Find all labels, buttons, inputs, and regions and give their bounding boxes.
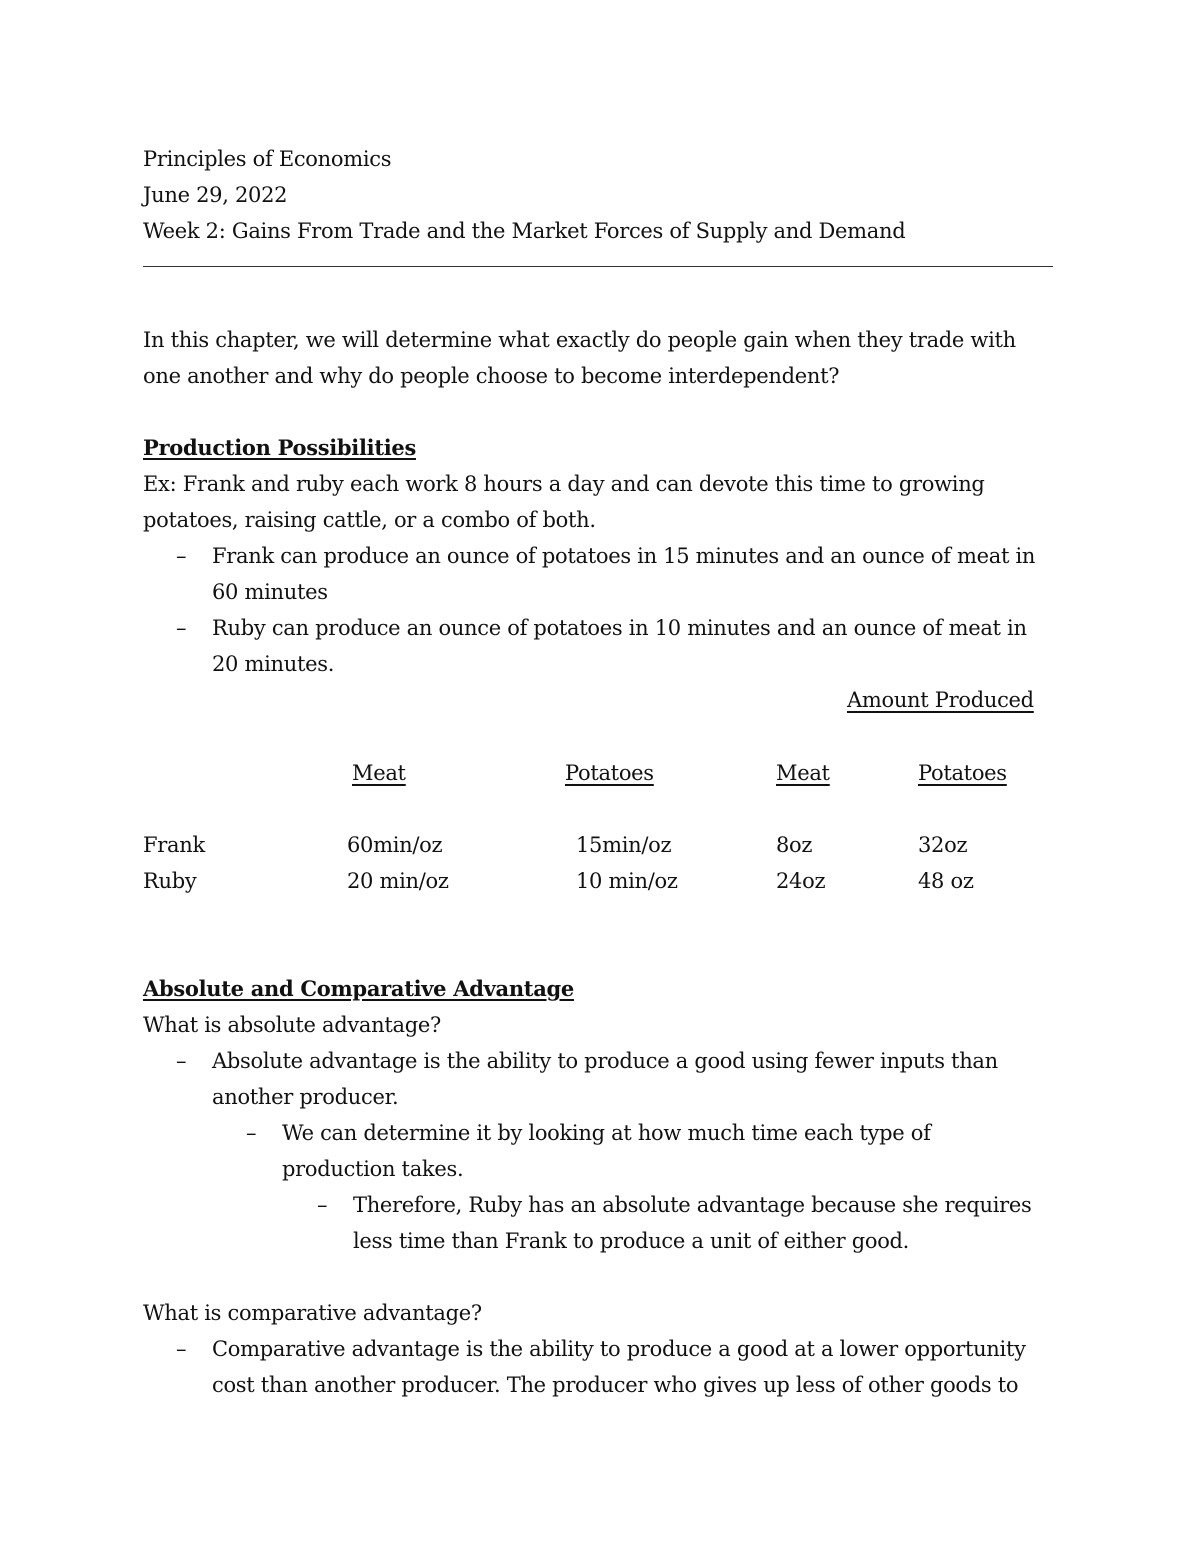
table-row-name: Ruby — [143, 869, 197, 893]
absolute-bullet-line-1: Absolute advantage is the ability to produce a good using fewer inputs than — [212, 1049, 998, 1073]
table-cell: 8oz — [776, 833, 813, 857]
question-absolute: What is absolute advantage? — [143, 1013, 441, 1037]
absolute-subsubbullet-line-2: less time than Frank to produce a unit of either good. — [353, 1229, 910, 1253]
table-header-potatoes-amount: Potatoes — [918, 761, 1007, 785]
table-cell: 24oz — [776, 869, 826, 893]
horizontal-rule — [143, 266, 1053, 267]
bullet-ruby-line-2: 20 minutes. — [212, 652, 335, 676]
table-header-potatoes-time: Potatoes — [565, 761, 654, 785]
week-title: Week 2: Gains From Trade and the Market Forces of Supply and Demand — [143, 219, 906, 243]
table-cell: 60min/oz — [347, 833, 443, 857]
absolute-subsubbullet-line-1: Therefore, Ruby has an absolute advantage because she requires — [353, 1193, 1032, 1217]
document-date: June 29, 2022 — [143, 183, 288, 207]
course-title: Principles of Economics — [143, 147, 392, 171]
table-group-label: Amount Produced — [847, 688, 1034, 712]
bullet-dash: – — [317, 1193, 328, 1217]
table-cell: 20 min/oz — [347, 869, 449, 893]
bullet-frank-line-2: 60 minutes — [212, 580, 328, 604]
bullet-frank-line-1: Frank can produce an ounce of potatoes in 15 minutes and an ounce of meat in — [212, 544, 1036, 568]
absolute-subbullet-line-2: production takes. — [282, 1157, 464, 1181]
absolute-bullet-line-2: another producer. — [212, 1085, 399, 1109]
section-heading-advantage: Absolute and Comparative Advantage — [143, 976, 574, 1001]
bullet-dash: – — [176, 1337, 187, 1361]
section-heading-production: Production Possibilities — [143, 435, 416, 460]
intro-line-2: one another and why do people choose to become interdependent? — [143, 364, 840, 388]
question-comparative: What is comparative advantage? — [143, 1301, 482, 1325]
table-cell: 32oz — [918, 833, 968, 857]
table-row-name: Frank — [143, 833, 205, 857]
intro-line-1: In this chapter, we will determine what exactly do people gain when they trade with — [143, 328, 1016, 352]
comparative-bullet-line-1: Comparative advantage is the ability to produce a good at a lower opportunity — [212, 1337, 1026, 1361]
comparative-bullet-line-2: cost than another producer. The producer who gives up less of other goods to — [212, 1373, 1019, 1397]
example-line-1: Ex: Frank and ruby each work 8 hours a day and can devote this time to growing — [143, 472, 985, 496]
table-cell: 48 oz — [918, 869, 974, 893]
bullet-dash: – — [176, 1049, 187, 1073]
bullet-dash: – — [176, 616, 187, 640]
table-header-meat-time: Meat — [352, 761, 406, 785]
bullet-dash: – — [246, 1121, 257, 1145]
table-cell: 15min/oz — [576, 833, 672, 857]
table-header-meat-amount: Meat — [776, 761, 830, 785]
bullet-dash: – — [176, 544, 187, 568]
example-line-2: potatoes, raising cattle, or a combo of both. — [143, 508, 596, 532]
bullet-ruby-line-1: Ruby can produce an ounce of potatoes in 10 minutes and an ounce of meat in — [212, 616, 1027, 640]
absolute-subbullet-line-1: We can determine it by looking at how much time each type of — [282, 1121, 931, 1145]
table-cell: 10 min/oz — [576, 869, 678, 893]
